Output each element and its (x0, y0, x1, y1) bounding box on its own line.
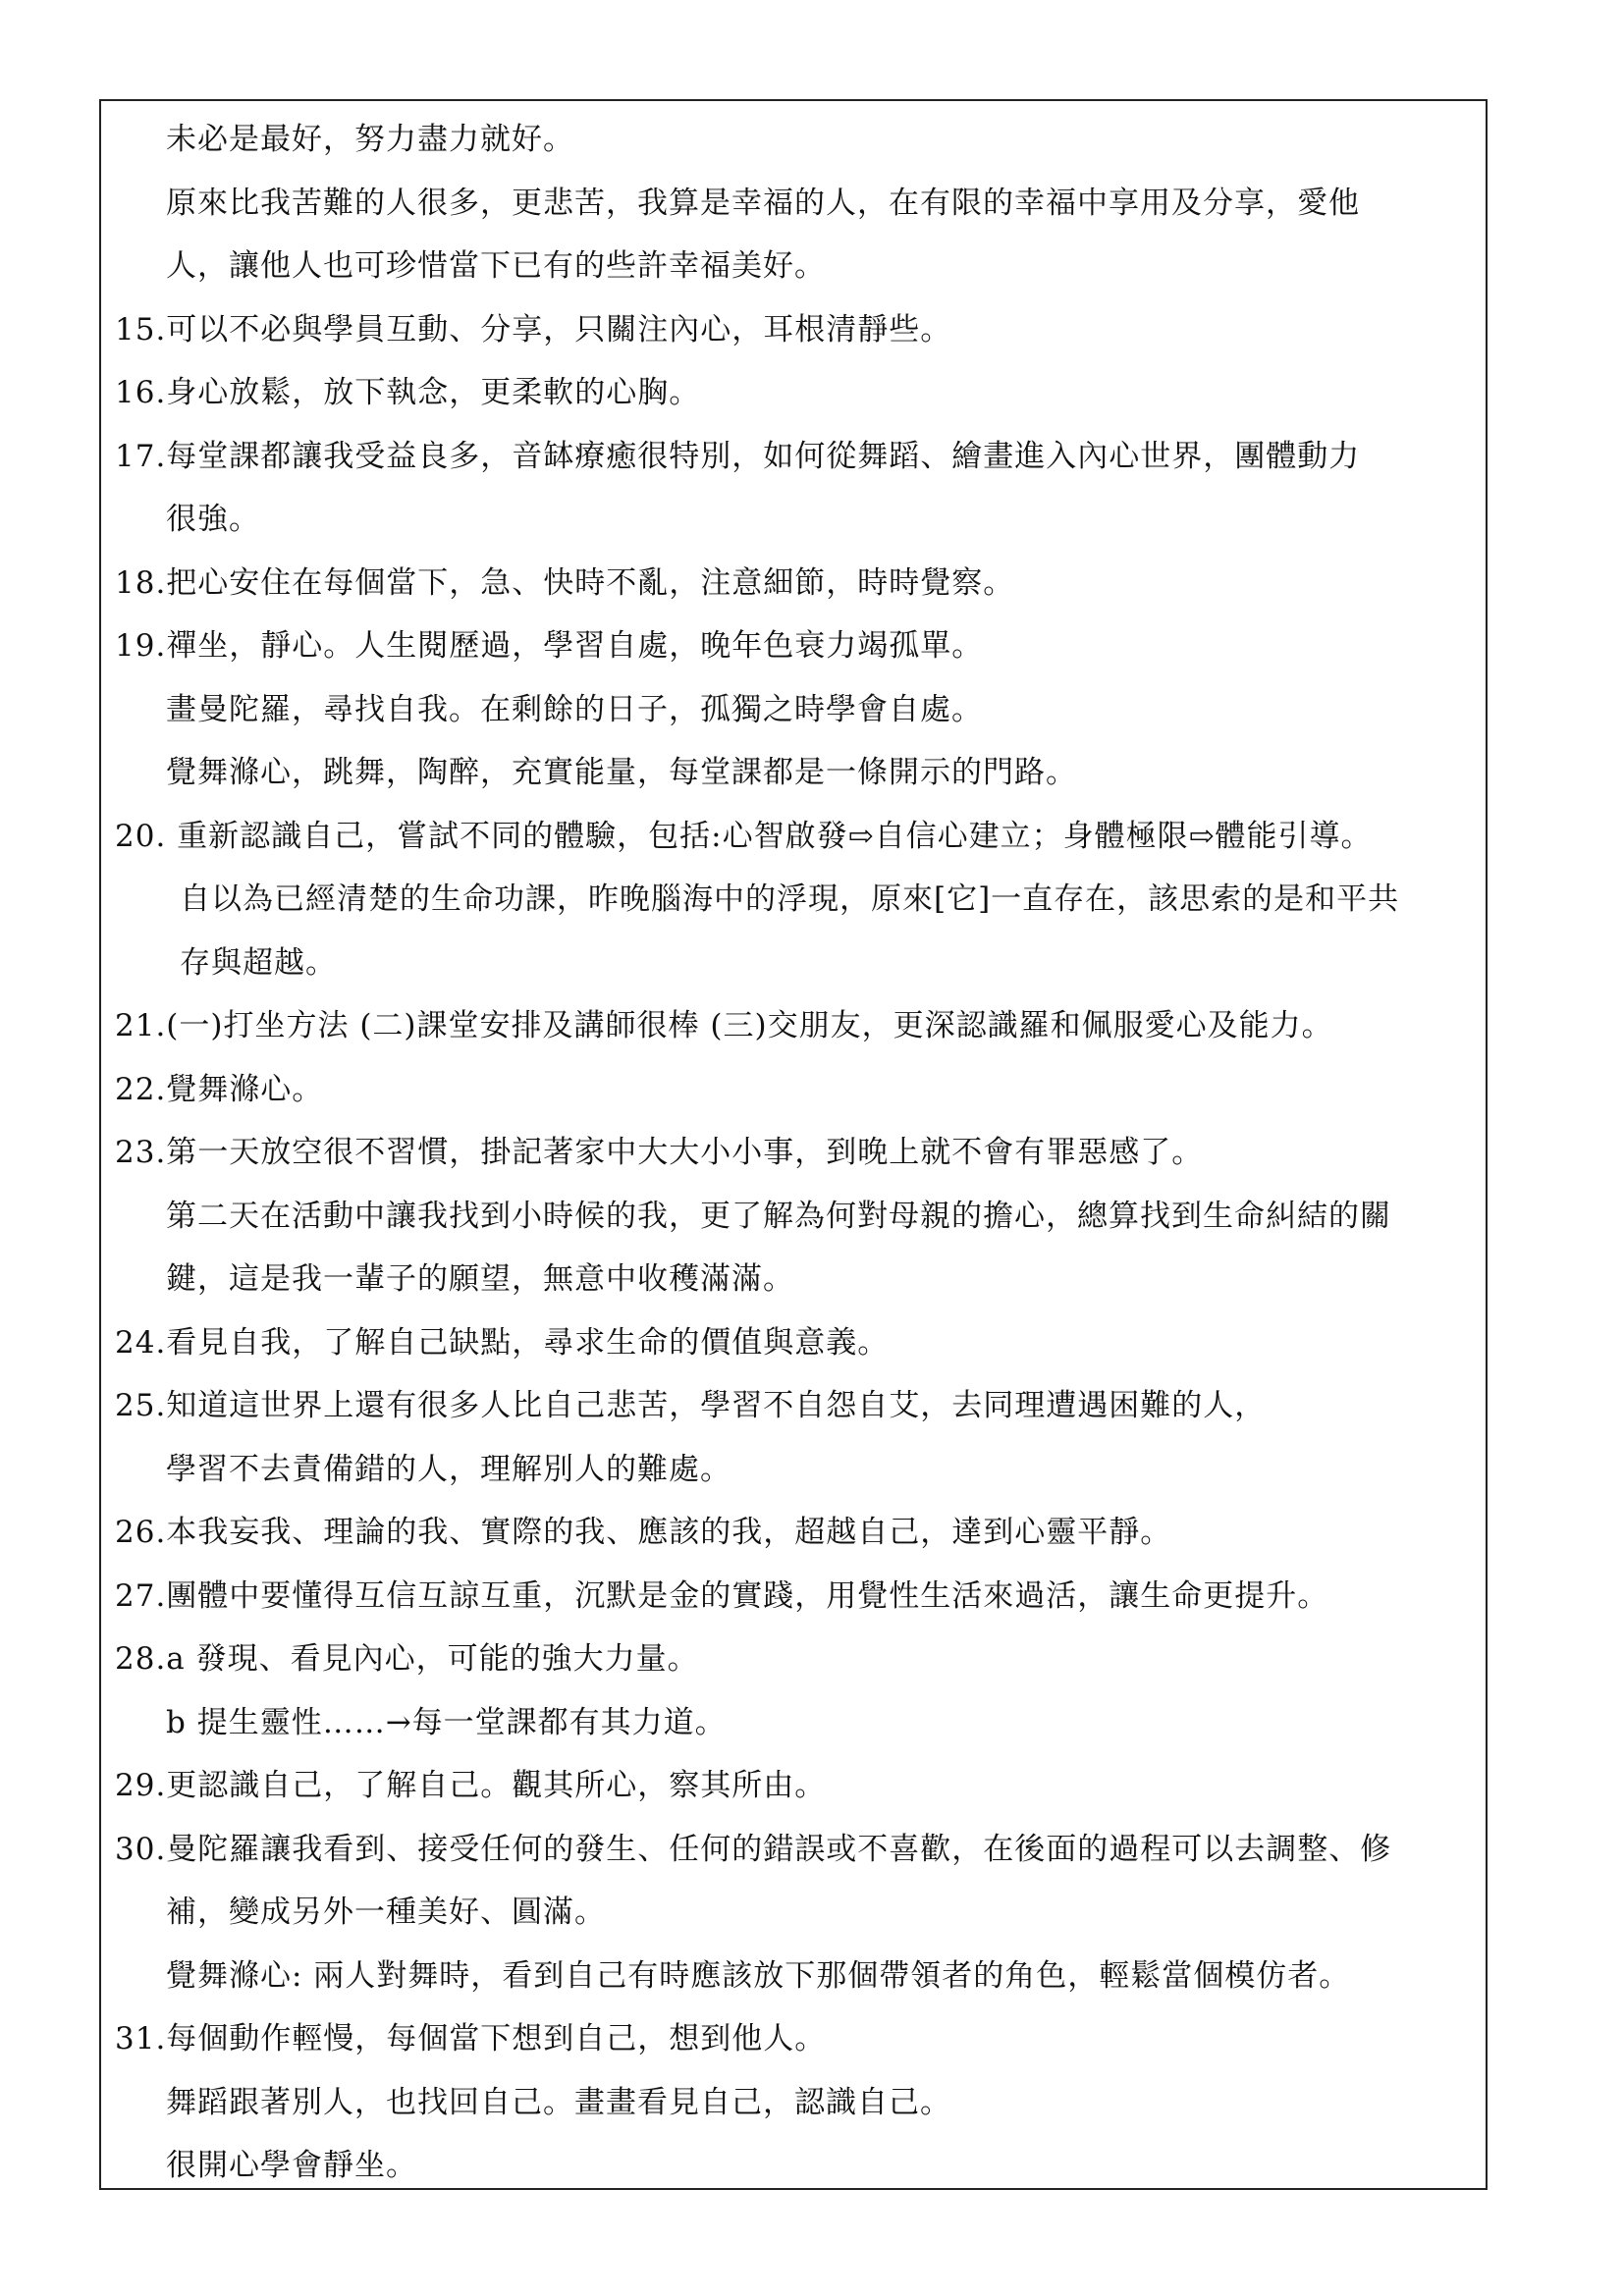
list-item-28: 28.a 發現、看見內心，可能的強大力量。 (115, 1641, 699, 1677)
text-line: b 提生靈性……→每一堂課都有其力道。 (166, 1705, 727, 1740)
text-line: 很強。 (166, 502, 260, 537)
text-line: 存與超越。 (180, 945, 337, 981)
page-border-frame (99, 99, 1488, 2190)
list-item-17: 17.每堂課都讓我受益良多，音缽療癒很特別，如何從舞蹈、繪畫進入內心世界，團體動力 (115, 439, 1361, 474)
list-item-29: 29.更認識自己，了解自己。觀其所心，察其所由。 (115, 1768, 827, 1803)
text-line: 覺舞滌心: 兩人對舞時，看到自己有時應該放下那個帶領者的角色，輕鬆當個模仿者。 (166, 1958, 1351, 1994)
text-line: 畫曼陀羅，尋找自我。在剩餘的日子，孤獨之時學會自處。 (166, 692, 983, 727)
text-line: 人，讓他人也可珍惜當下已有的些許幸福美好。 (166, 248, 826, 284)
text-line: 覺舞滌心，跳舞，陶醉，充實能量，每堂課都是一條開示的門路。 (166, 755, 1077, 790)
list-item-23: 23.第一天放空很不習慣，掛記著家中大大小小事，到晚上就不會有罪惡感了。 (115, 1135, 1204, 1170)
list-item-18: 18.把心安住在每個當下，急、快時不亂，注意細節，時時覺察。 (115, 565, 1015, 601)
list-item-31: 31.每個動作輕慢，每個當下想到自己，想到他人。 (115, 2021, 827, 2056)
text-line: 學習不去責備錯的人，理解別人的難處。 (166, 1452, 731, 1487)
text-line: 舞蹈跟著別人，也找回自己。畫畫看見自己，認識自己。 (166, 2085, 951, 2120)
text-line: 鍵，這是我一輩子的願望，無意中收穫滿滿。 (166, 1261, 794, 1297)
text-line: 補，變成另外一種美好、圓滿。 (166, 1895, 606, 1930)
list-item-30: 30.曼陀羅讓我看到、接受任何的發生、任何的錯誤或不喜歡，在後面的過程可以去調整、修 (115, 1832, 1392, 1867)
text-line: 很開心學會靜坐。 (166, 2148, 417, 2183)
text-line: 自以為已經清楚的生命功課，昨晚腦海中的浮現，原來[它]一直存在，該思索的是和平共 (180, 881, 1400, 917)
list-item-25: 25.知道這世界上還有很多人比自己悲苦，學習不自怨自艾，去同理遭遇困難的人， (115, 1388, 1267, 1423)
text-line: 原來比我苦難的人很多，更悲苦，我算是幸福的人，在有限的幸福中享用及分享，愛他 (166, 186, 1360, 221)
text-line: 第二天在活動中讓我找到小時候的我，更了解為何對母親的擔心，總算找到生命糾結的關 (166, 1199, 1391, 1234)
list-item-24: 24.看見自我，了解自己缺點，尋求生命的價值與意義。 (115, 1325, 890, 1361)
list-item-21: 21.(一)打坐方法 (二)課堂安排及講師很棒 (三)交朋友，更深認識羅和佩服愛心及能力。 (115, 1008, 1333, 1043)
list-item-20: 20. 重新認識自己，嘗試不同的體驗，包括:心智啟發⇨自信心建立；身體極限⇨體能引導。 (115, 819, 1373, 854)
text-line: 未必是最好，努力盡力就好。 (166, 122, 574, 157)
list-item-16: 16.身心放鬆，放下執念，更柔軟的心胸。 (115, 375, 701, 410)
list-item-22: 22.覺舞滌心。 (115, 1072, 324, 1107)
list-item-27: 27.團體中要懂得互信互諒互重，沉默是金的實踐，用覺性生活來過活，讓生命更提升。 (115, 1578, 1329, 1614)
list-item-19: 19.禪坐，靜心。人生閱歷過，學習自處，晚年色衰力竭孤單。 (115, 628, 984, 664)
list-item-26: 26.本我妄我、理論的我、實際的我、應該的我，超越自己，達到心靈平靜。 (115, 1515, 1172, 1550)
list-item-15: 15.可以不必與學員互動、分享，只關注內心，耳根清靜些。 (115, 312, 952, 347)
